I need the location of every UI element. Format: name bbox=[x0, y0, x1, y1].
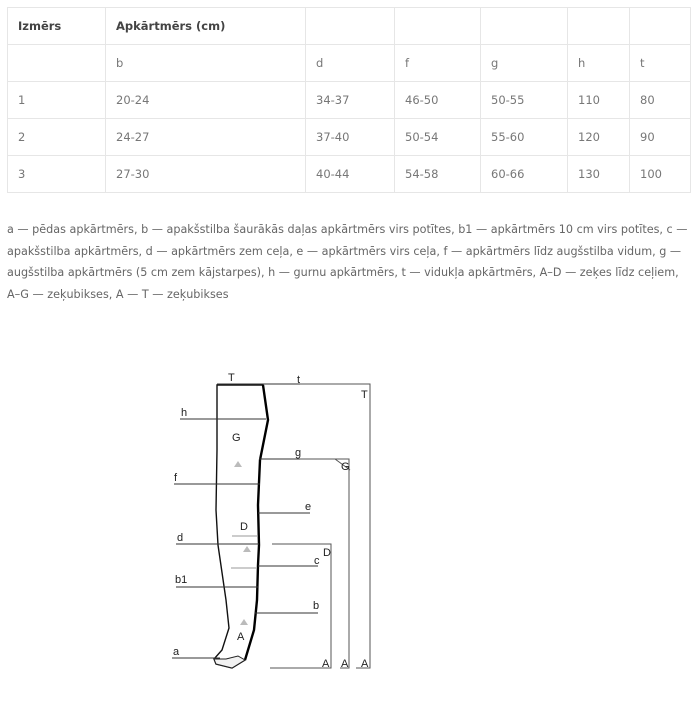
subheader-t: t bbox=[630, 45, 691, 82]
bracket-label-D: D bbox=[323, 547, 331, 559]
subheader-h: h bbox=[568, 45, 630, 82]
bracket-label-T: T bbox=[361, 389, 368, 401]
label-d: d bbox=[177, 532, 184, 544]
table-cell: 2 bbox=[8, 119, 106, 156]
zone-label-D: D bbox=[240, 521, 248, 533]
table-row bbox=[8, 82, 691, 119]
triangle-marker bbox=[234, 461, 242, 467]
label-f: f bbox=[174, 472, 178, 484]
range-brackets bbox=[270, 384, 370, 668]
subheader-b: b bbox=[106, 45, 306, 82]
label-T: T bbox=[228, 372, 235, 384]
table-cell: 120 bbox=[568, 119, 630, 156]
zone-label-G: G bbox=[232, 432, 241, 444]
header-cell bbox=[630, 8, 691, 45]
label-t: t bbox=[297, 374, 301, 386]
table-row bbox=[8, 119, 691, 156]
bracket-A-D bbox=[270, 544, 331, 668]
table-header-row bbox=[8, 8, 691, 45]
label-e: e bbox=[305, 501, 312, 513]
size-table bbox=[7, 7, 691, 193]
table-cell: 46-50 bbox=[395, 82, 481, 119]
table-cell: 37-40 bbox=[306, 119, 395, 156]
subheader-d: d bbox=[306, 45, 395, 82]
measurement-description: a — pēdas apkārtmērs, b — apakšstilba šaurākās daļas apkārtmērs virs potītes, b1 — apkārtmērs 10 cm virs potītes, c — apakšstilba apkārtmērs, d — apkārtmērs zem ceļa, e — apkārtmērs virs ceļa, f — apkārtmērs līdz augšstilba vidum, g — augšstilba apkārtmērs (5 cm zem kājstarpes), h — gurnu apkārtmērs, t — vidukļa apkārtmērs, A–D — zeķes līdz ceļiem, A–G — zeķubikses, A — T — zeķubikses bbox=[7, 223, 688, 301]
table-cell: 40-44 bbox=[306, 156, 395, 193]
triangle-marker bbox=[240, 619, 248, 625]
triangle-marker bbox=[243, 546, 251, 552]
bracket-label-A: A bbox=[341, 658, 349, 670]
leg-measurement-diagram bbox=[160, 360, 400, 680]
subheader-cell bbox=[8, 45, 106, 82]
table-cell: 54-58 bbox=[395, 156, 481, 193]
table-cell: 130 bbox=[568, 156, 630, 193]
header-circumference: Apkārtmērs (cm) bbox=[106, 8, 306, 45]
label-g: g bbox=[295, 447, 302, 459]
label-b: b bbox=[313, 600, 320, 612]
zone-markers bbox=[234, 461, 251, 625]
table-cell: 110 bbox=[568, 82, 630, 119]
table-cell: 80 bbox=[630, 82, 691, 119]
bracket-label-G: G bbox=[341, 461, 350, 473]
header-size: Izmērs bbox=[8, 8, 106, 45]
table-cell: 1 bbox=[8, 82, 106, 119]
table-cell: 50-55 bbox=[481, 82, 568, 119]
table-cell: 55-60 bbox=[481, 119, 568, 156]
label-a: a bbox=[173, 646, 180, 658]
subheader-g: g bbox=[481, 45, 568, 82]
zone-label-A: A bbox=[237, 631, 245, 643]
table-cell: 3 bbox=[8, 156, 106, 193]
table-cell: 50-54 bbox=[395, 119, 481, 156]
label-h: h bbox=[181, 407, 188, 419]
table-subheader-row bbox=[8, 45, 691, 82]
table-cell: 60-66 bbox=[481, 156, 568, 193]
header-cell bbox=[395, 8, 481, 45]
table-cell: 100 bbox=[630, 156, 691, 193]
bracket-A-G bbox=[300, 459, 349, 668]
leg-outer-edge bbox=[245, 385, 268, 660]
table-cell: 34-37 bbox=[306, 82, 395, 119]
bracket-label-A: A bbox=[361, 658, 369, 670]
table-cell: 20-24 bbox=[106, 82, 306, 119]
table-cell: 27-30 bbox=[106, 156, 306, 193]
bracket-label-A: A bbox=[322, 658, 330, 670]
header-cell bbox=[568, 8, 630, 45]
table-cell: 90 bbox=[630, 119, 691, 156]
table-cell: 24-27 bbox=[106, 119, 306, 156]
table-row bbox=[8, 156, 691, 193]
header-cell bbox=[306, 8, 395, 45]
label-c: c bbox=[314, 555, 320, 567]
label-b1: b1 bbox=[175, 574, 188, 586]
header-cell bbox=[481, 8, 568, 45]
subheader-f: f bbox=[395, 45, 481, 82]
bracket-A-T bbox=[300, 384, 370, 668]
